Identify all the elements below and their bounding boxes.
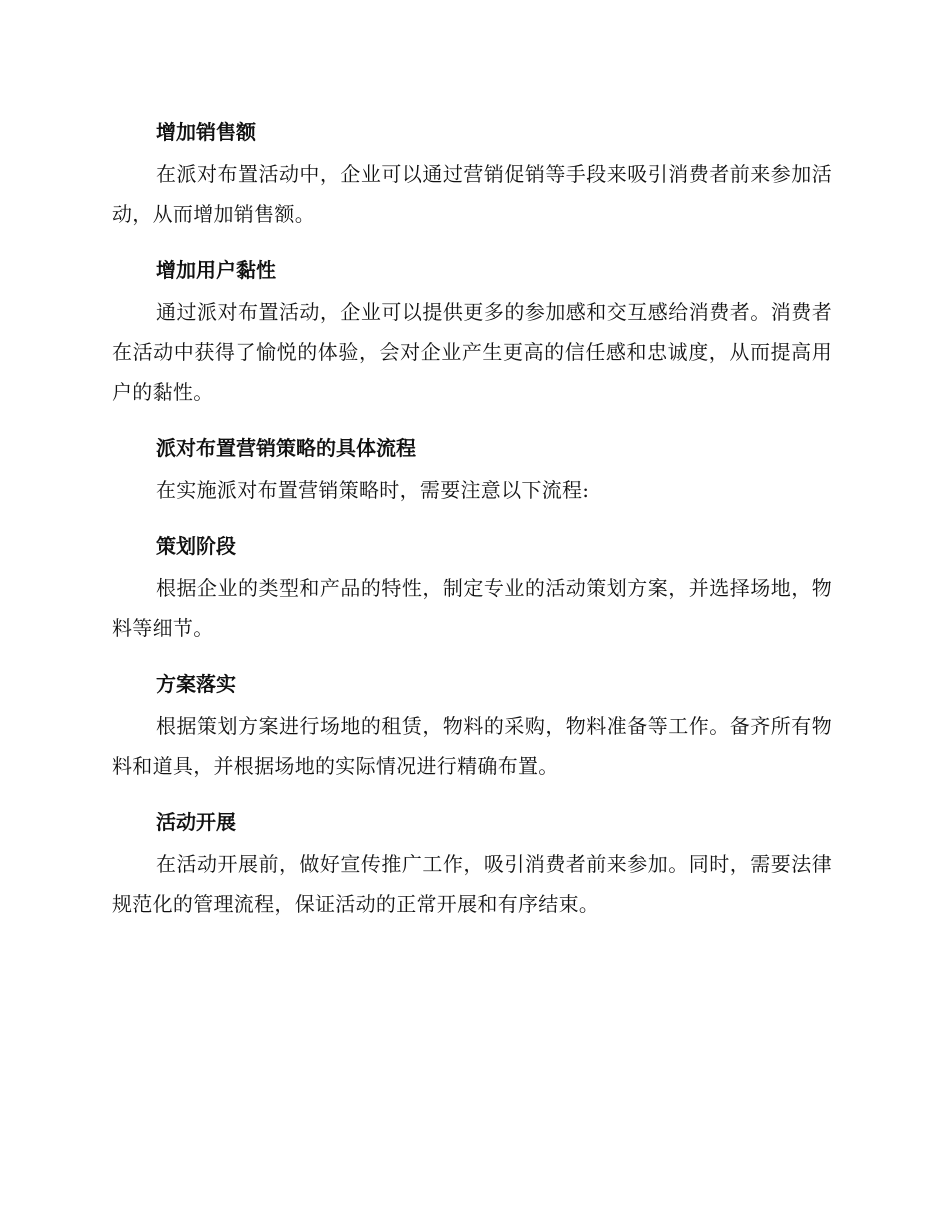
document-page [112,104,832,938]
section-body-increase-sales: 在派对布置活动中，企业可以通过营销促销等手段来吸引消费者前来参加活动，从而增加销售额。 [112,162,832,226]
section-heading-increase-sales: 增加销售额 [156,120,256,144]
section-heading-planning: 策划阶段 [156,534,236,558]
section-body-implementation: 根据策划方案进行场地的租赁，物料的采购，物料准备等工作。备齐所有物料和道具，并根据场地的实际情况进行精确布置。 [112,714,832,778]
section-body-activity: 在活动开展前，做好宣传推广工作，吸引消费者前来参加。同时，需要法律规范化的管理流程，保证活动的正常开展和有序结束。 [112,852,832,916]
section-body-planning: 根据企业的类型和产品的特性，制定专业的活动策划方案，并选择场地，物料等细节。 [112,576,832,640]
section-heading-implementation: 方案落实 [156,672,236,696]
section-body-process: 在实施派对布置营销策略时，需要注意以下流程: [156,478,590,502]
section-body-user-stickiness: 通过派对布置活动，企业可以提供更多的参加感和交互感给消费者。消费者在活动中获得了愉悦的体验，会对企业产生更高的信任感和忠诚度，从而提高用户的黏性。 [112,300,832,404]
section-heading-user-stickiness: 增加用户黏性 [156,258,276,282]
section-heading-process: 派对布置营销策略的具体流程 [156,436,416,460]
section-heading-activity: 活动开展 [156,810,236,834]
